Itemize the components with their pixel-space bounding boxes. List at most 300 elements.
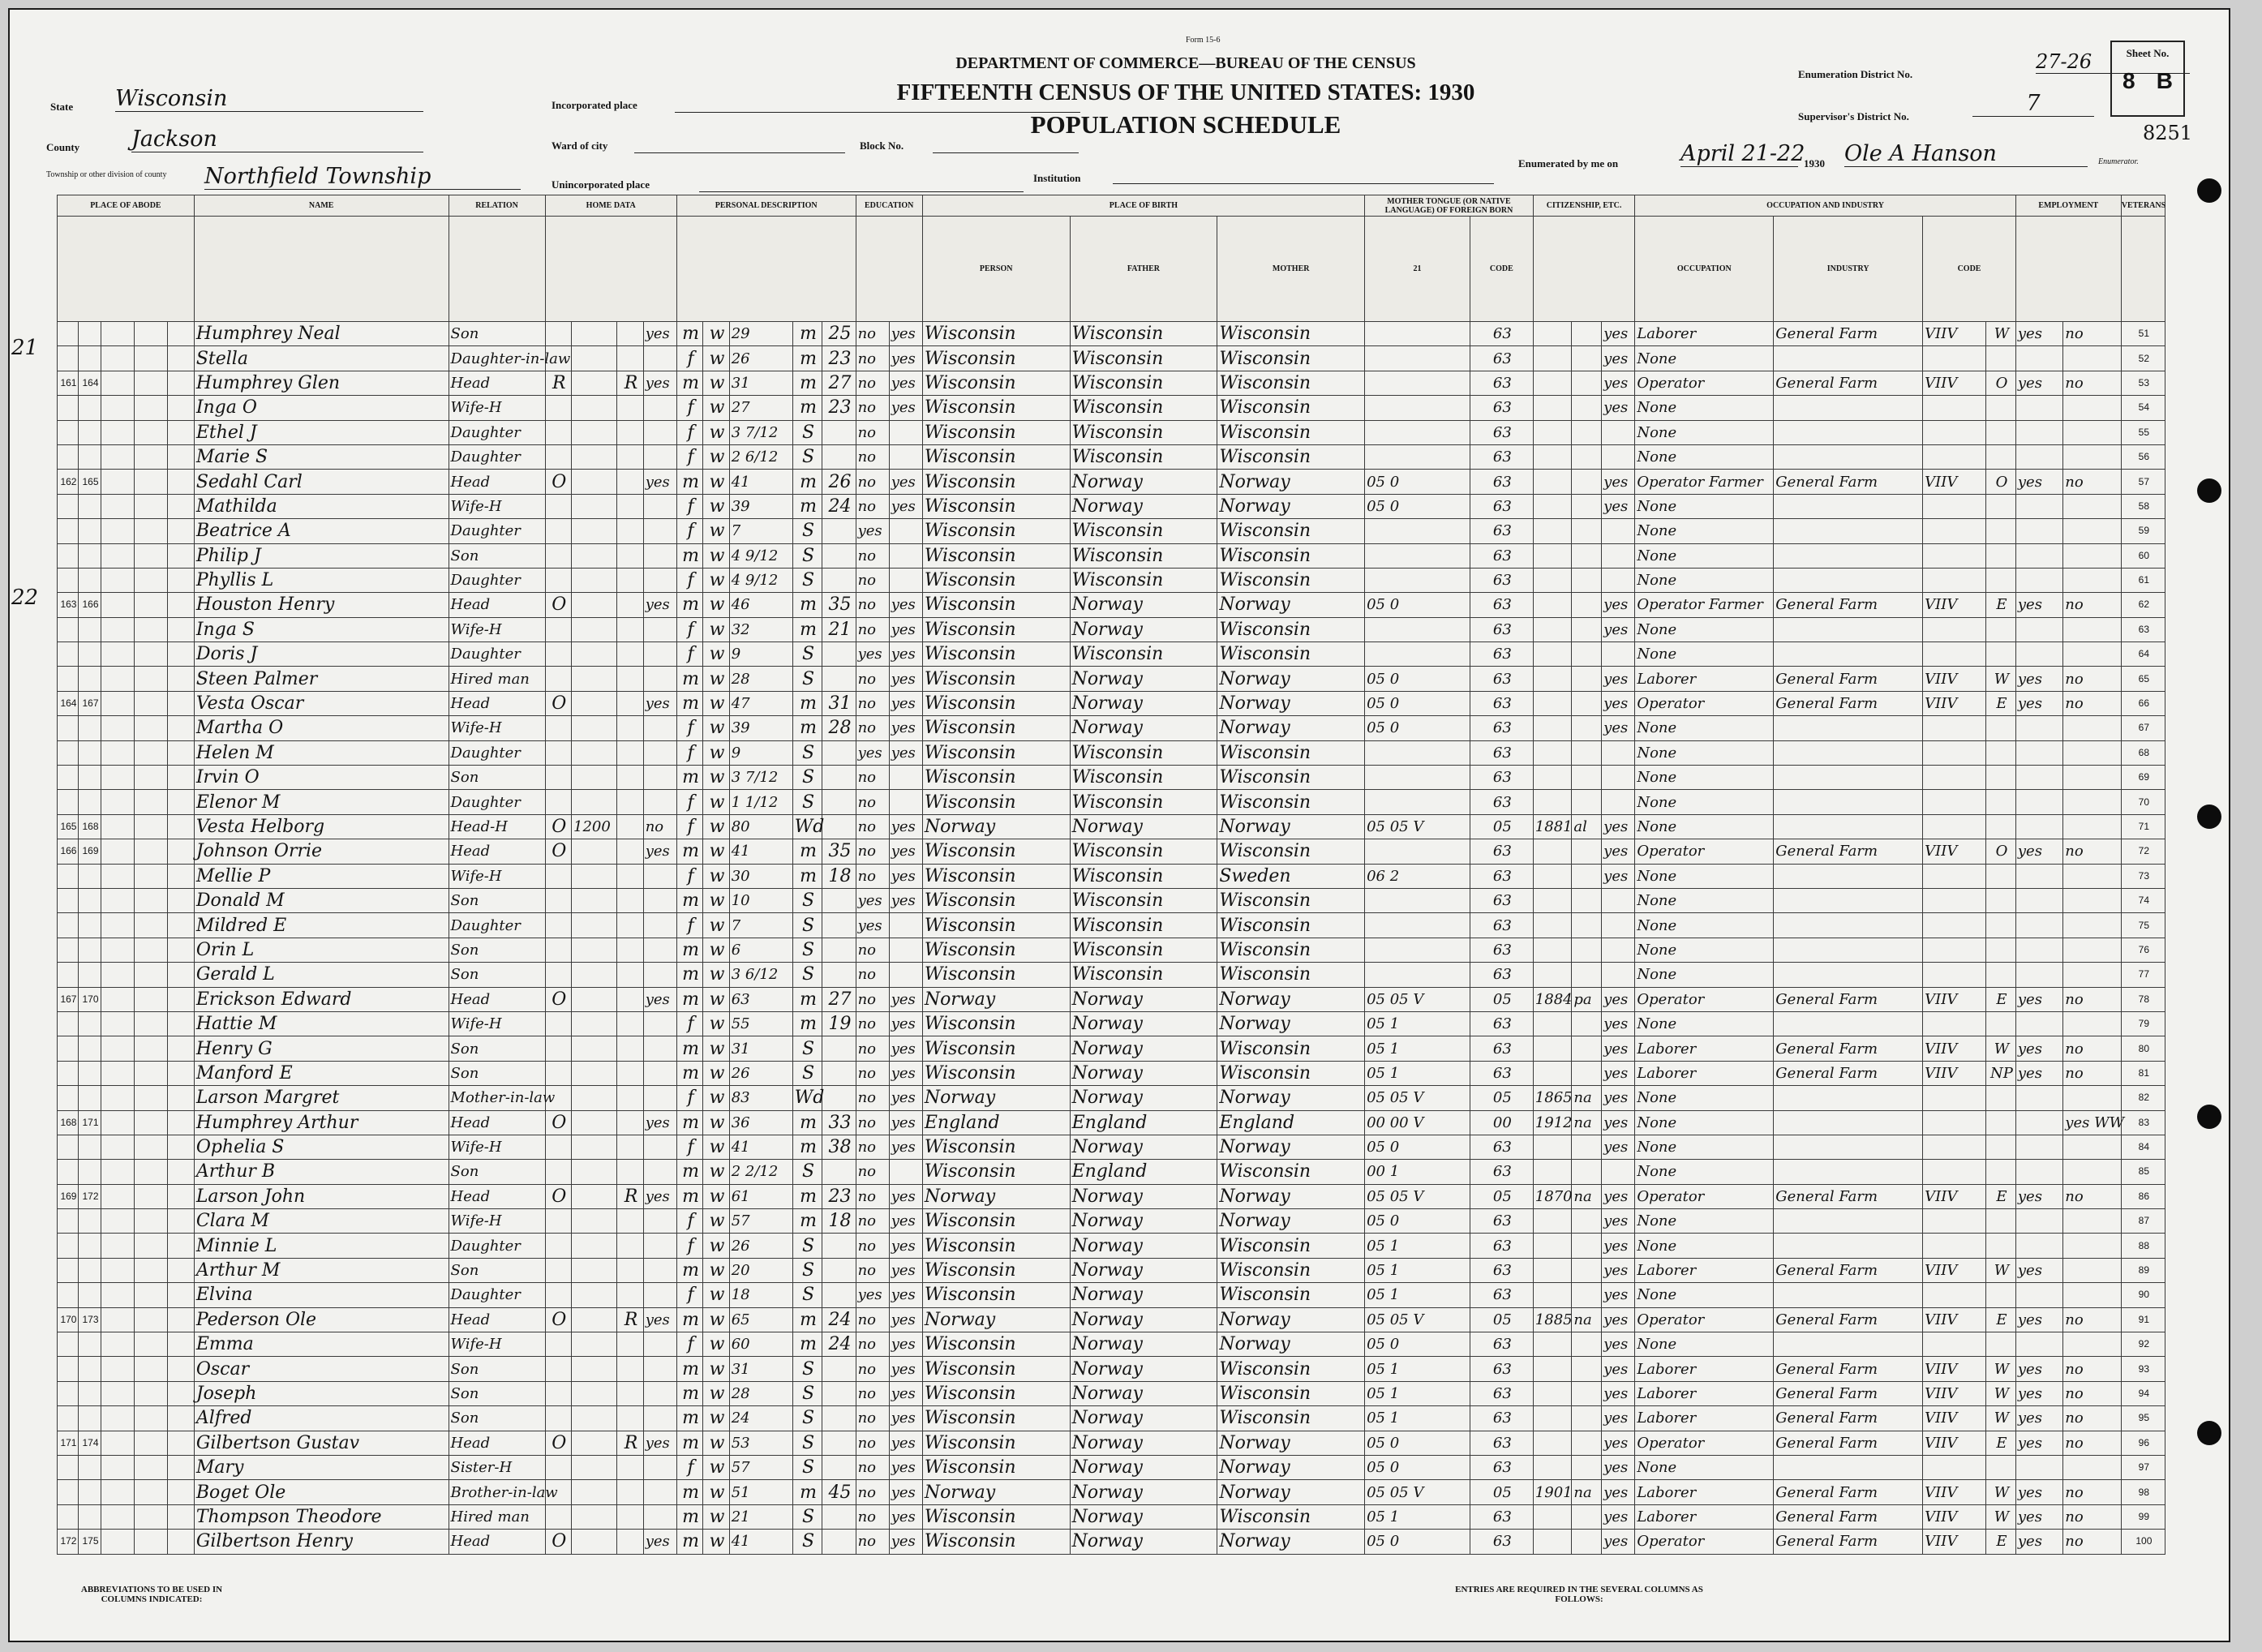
cell-fam <box>78 888 101 912</box>
cell-sch: no <box>856 938 889 962</box>
cell-farm <box>643 543 676 568</box>
group-employment: EMPLOYMENT <box>2015 195 2121 217</box>
cell-sch: yes <box>856 740 889 765</box>
cell-name: Pederson Ole <box>194 1307 449 1332</box>
cell-mar: 23 <box>822 1184 856 1208</box>
cell-age: 61 <box>729 1184 792 1208</box>
cell-fb: Wisconsin <box>1070 519 1217 543</box>
cell-radio <box>617 519 643 543</box>
cell-ms: S <box>792 1381 822 1405</box>
cell-pb: Wisconsin <box>922 568 1070 592</box>
block-label: Block No. <box>860 139 904 152</box>
cell-name: Doris J <box>194 642 449 667</box>
cell-rel: Wife-H <box>449 864 545 888</box>
cell-oc <box>1923 790 1986 814</box>
cell-rel: Head <box>449 839 545 864</box>
empty-cell <box>101 1480 135 1504</box>
cell-cw <box>1986 494 2016 518</box>
cell-radio <box>617 938 643 962</box>
cell-code: 63 <box>1470 1357 1533 1381</box>
cell-occ: None <box>1635 1110 1774 1135</box>
cell-vet <box>2063 617 2121 641</box>
cell-farm <box>643 1258 676 1282</box>
cell-tong <box>1365 444 1470 469</box>
cell-name: Gilbertson Gustav <box>194 1431 449 1455</box>
empty-cell <box>168 839 195 864</box>
census-title: FIFTEENTH CENSUS OF THE UNITED STATES: 1930 <box>896 79 1475 105</box>
cell-val <box>572 1283 617 1307</box>
incorporated-label: Incorporated place <box>552 99 637 111</box>
cell-eng <box>1602 790 1635 814</box>
cell-val <box>572 1258 617 1282</box>
cell-farm <box>643 642 676 667</box>
cell-farm <box>643 420 676 444</box>
cell-age: 1 1/12 <box>729 790 792 814</box>
cell-yr <box>1533 1431 1572 1455</box>
cell-own: O <box>545 1184 571 1208</box>
cell-oc: VIIV <box>1923 1184 1986 1208</box>
cell-ms: S <box>792 938 822 962</box>
cell-rd: yes <box>889 642 922 667</box>
cell-rel: Son <box>449 1061 545 1085</box>
cell-val <box>572 1061 617 1085</box>
cell-sex: f <box>676 1209 702 1234</box>
cell-val <box>572 322 617 346</box>
cell-val <box>572 1110 617 1135</box>
cell-radio <box>617 716 643 740</box>
cell-nat <box>1572 1357 1602 1381</box>
cell-yr <box>1533 642 1572 667</box>
cell-ind <box>1774 568 1923 592</box>
empty-cell <box>101 913 135 938</box>
cell-yr <box>1533 494 1572 518</box>
line-number: 57 <box>2121 470 2165 494</box>
empty-cell <box>101 1504 135 1529</box>
cell-mb: Wisconsin <box>1217 766 1365 790</box>
cell-nat: na <box>1572 1184 1602 1208</box>
cell-fb: Wisconsin <box>1070 766 1217 790</box>
cell-vet: no <box>2063 1431 2121 1455</box>
line-number: 90 <box>2121 1283 2165 1307</box>
cell-name: Donald M <box>194 888 449 912</box>
cell-age: 27 <box>729 396 792 420</box>
cell-fam <box>78 1160 101 1184</box>
cell-rd: yes <box>889 1406 922 1431</box>
col-mother: MOTHER <box>1217 217 1365 322</box>
cell-sch: no <box>856 543 889 568</box>
cell-ind <box>1774 1160 1923 1184</box>
cell-tong <box>1365 766 1470 790</box>
empty-cell <box>135 1530 168 1554</box>
cell-farm <box>643 1381 676 1405</box>
line-number: 77 <box>2121 963 2165 987</box>
cell-race: w <box>703 543 729 568</box>
cell-nat <box>1572 740 1602 765</box>
cell-fam <box>78 617 101 641</box>
cell-radio <box>617 766 643 790</box>
cell-code: 63 <box>1470 1209 1533 1234</box>
cell-sex: f <box>676 1086 702 1110</box>
cell-rd: yes <box>889 1530 922 1554</box>
cell-age: 41 <box>729 839 792 864</box>
cell-tong: 05 05 V <box>1365 814 1470 839</box>
table-row <box>58 888 2165 912</box>
cell-pb: Wisconsin <box>922 1061 1070 1085</box>
cell-fb: Wisconsin <box>1070 568 1217 592</box>
group-veterans: VETERANS <box>2121 195 2165 217</box>
cell-rel: Head <box>449 691 545 715</box>
cell-fam: 167 <box>78 691 101 715</box>
cell-cw <box>1986 740 2016 765</box>
cell-vet <box>2063 1160 2121 1184</box>
cell-oc: VIIV <box>1923 322 1986 346</box>
cell-occ: Laborer <box>1635 1357 1774 1381</box>
cell-occ: None <box>1635 716 1774 740</box>
line-number: 76 <box>2121 938 2165 962</box>
cell-cw <box>1986 790 2016 814</box>
cell-fb: Norway <box>1070 617 1217 641</box>
table-row <box>58 322 2165 346</box>
cell-occ: None <box>1635 494 1774 518</box>
cell-yr <box>1533 766 1572 790</box>
cell-sex: m <box>676 1504 702 1529</box>
cell-name: Irvin O <box>194 766 449 790</box>
cell-val <box>572 346 617 371</box>
cell-mar <box>822 568 856 592</box>
cell-tong: 05 0 <box>1365 470 1470 494</box>
cell-ind: General Farm <box>1774 1381 1923 1405</box>
table-row <box>58 470 2165 494</box>
cell-vet <box>2063 642 2121 667</box>
cell-radio <box>617 691 643 715</box>
cell-vet <box>2063 519 2121 543</box>
cell-name: Elenor M <box>194 790 449 814</box>
empty-cell <box>135 667 168 691</box>
cell-yr <box>1533 1332 1572 1357</box>
cell-mar: 35 <box>822 839 856 864</box>
cell-age: 3 7/12 <box>729 420 792 444</box>
empty-cell <box>101 864 135 888</box>
cell-tong <box>1365 617 1470 641</box>
col-relation-instructions <box>449 217 545 322</box>
cell-yr <box>1533 888 1572 912</box>
cell-occ: None <box>1635 346 1774 371</box>
cell-name: Humphrey Arthur <box>194 1110 449 1135</box>
cell-fb: Norway <box>1070 1061 1217 1085</box>
cell-vet <box>2063 790 2121 814</box>
cell-fam <box>78 519 101 543</box>
cell-race: w <box>703 346 729 371</box>
cell-occ: Laborer <box>1635 1061 1774 1085</box>
cell-code: 63 <box>1470 1283 1533 1307</box>
cell-farm <box>643 1234 676 1258</box>
empty-cell <box>135 1504 168 1529</box>
cell-race: w <box>703 1258 729 1282</box>
cell-ind: General Farm <box>1774 1530 1923 1554</box>
empty-cell <box>101 568 135 592</box>
cell-own <box>545 1455 571 1479</box>
cell-oc <box>1923 1086 1986 1110</box>
empty-cell <box>101 667 135 691</box>
empty-cell <box>135 396 168 420</box>
cell-sex: m <box>676 1258 702 1282</box>
cell-cw <box>1986 888 2016 912</box>
empty-cell <box>135 1455 168 1479</box>
cell-cw <box>1986 1209 2016 1234</box>
cell-ms: m <box>792 593 822 617</box>
cell-cw: NP <box>1986 1061 2016 1085</box>
col-citizenship <box>1533 217 1635 322</box>
cell-sex: m <box>676 1110 702 1135</box>
cell-occ: Laborer <box>1635 1258 1774 1282</box>
cell-eng: yes <box>1602 346 1635 371</box>
cell-val <box>572 667 617 691</box>
cell-code: 63 <box>1470 766 1533 790</box>
cell-radio <box>617 322 643 346</box>
cell-fam: 170 <box>78 987 101 1011</box>
cell-fb: Wisconsin <box>1070 642 1217 667</box>
cell-rel: Wife-H <box>449 1332 545 1357</box>
cell-val <box>572 371 617 395</box>
cell-age: 20 <box>729 1258 792 1282</box>
cell-code: 63 <box>1470 593 1533 617</box>
cell-fam <box>78 420 101 444</box>
table-row <box>58 1406 2165 1431</box>
cell-vet: no <box>2063 667 2121 691</box>
cell-pb: Wisconsin <box>922 346 1070 371</box>
line-number: 98 <box>2121 1480 2165 1504</box>
cell-age: 31 <box>729 371 792 395</box>
cell-sch: no <box>856 346 889 371</box>
cell-code: 05 <box>1470 987 1533 1011</box>
table-row <box>58 987 2165 1011</box>
cell-val <box>572 642 617 667</box>
cell-age: 57 <box>729 1209 792 1234</box>
cell-mb: Norway <box>1217 1431 1365 1455</box>
cell-emp: yes <box>2015 691 2062 715</box>
cell-dw: 163 <box>58 593 79 617</box>
line-number: 58 <box>2121 494 2165 518</box>
empty-cell <box>101 963 135 987</box>
empty-cell <box>168 322 195 346</box>
state-label: State <box>50 101 74 113</box>
cell-fb: Norway <box>1070 1283 1217 1307</box>
empty-cell <box>168 691 195 715</box>
cell-code: 63 <box>1470 1381 1533 1405</box>
cell-occ: None <box>1635 1011 1774 1036</box>
cell-sch: no <box>856 1530 889 1554</box>
empty-cell <box>168 1011 195 1036</box>
cell-farm <box>643 1036 676 1061</box>
cell-cw <box>1986 444 2016 469</box>
cell-val <box>572 913 617 938</box>
cell-tong <box>1365 888 1470 912</box>
cell-name: Mildred E <box>194 913 449 938</box>
cell-fam <box>78 1011 101 1036</box>
cell-farm <box>643 519 676 543</box>
cell-cw: W <box>1986 1381 2016 1405</box>
table-row <box>58 766 2165 790</box>
cell-fb: Wisconsin <box>1070 740 1217 765</box>
cell-nat <box>1572 839 1602 864</box>
cell-emp <box>2015 1234 2062 1258</box>
cell-ind: General Farm <box>1774 1061 1923 1085</box>
cell-fam <box>78 913 101 938</box>
cell-age: 9 <box>729 740 792 765</box>
cell-fb: Norway <box>1070 470 1217 494</box>
cell-ind <box>1774 888 1923 912</box>
cell-eng: yes <box>1602 1086 1635 1110</box>
empty-cell <box>168 1357 195 1381</box>
cell-ms: S <box>792 1160 822 1184</box>
cell-nat <box>1572 519 1602 543</box>
cell-age: 29 <box>729 322 792 346</box>
table-row <box>58 420 2165 444</box>
cell-dw: 169 <box>58 1184 79 1208</box>
cell-ind <box>1774 1011 1923 1036</box>
cell-name: Hattie M <box>194 1011 449 1036</box>
cell-mar: 27 <box>822 987 856 1011</box>
cell-rd <box>889 766 922 790</box>
cell-farm <box>643 790 676 814</box>
cell-own <box>545 322 571 346</box>
cell-mar: 24 <box>822 1332 856 1357</box>
cell-code: 63 <box>1470 1431 1533 1455</box>
cell-pb: Wisconsin <box>922 1283 1070 1307</box>
cell-farm <box>643 1011 676 1036</box>
cell-fam <box>78 1504 101 1529</box>
line-number: 74 <box>2121 888 2165 912</box>
empty-cell <box>101 444 135 469</box>
cell-eng: yes <box>1602 1258 1635 1282</box>
cell-fam <box>78 716 101 740</box>
cell-sch: no <box>856 814 889 839</box>
cell-dw <box>58 740 79 765</box>
cell-pb: Wisconsin <box>922 1036 1070 1061</box>
cell-sex: f <box>676 1135 702 1159</box>
cell-tong: 05 0 <box>1365 1209 1470 1234</box>
cell-nat <box>1572 913 1602 938</box>
cell-emp <box>2015 814 2062 839</box>
cell-emp <box>2015 1160 2062 1184</box>
cell-own: O <box>545 1110 571 1135</box>
cell-fb: Wisconsin <box>1070 396 1217 420</box>
cell-rd <box>889 543 922 568</box>
binder-hole <box>2197 1105 2221 1129</box>
cell-ms: m <box>792 864 822 888</box>
empty-cell <box>101 766 135 790</box>
cell-rel: Daughter <box>449 642 545 667</box>
cell-ind: General Farm <box>1774 1307 1923 1332</box>
cell-sch: no <box>856 1480 889 1504</box>
empty-cell <box>135 568 168 592</box>
enumerator-name: Ole A Hanson <box>1844 141 2088 167</box>
cell-sex: m <box>676 766 702 790</box>
cell-pb: Wisconsin <box>922 1258 1070 1282</box>
cell-mb: Norway <box>1217 593 1365 617</box>
cell-eng: yes <box>1602 1234 1635 1258</box>
cell-sex: m <box>676 839 702 864</box>
cell-mar: 23 <box>822 396 856 420</box>
cell-fb: Wisconsin <box>1070 888 1217 912</box>
cell-sch: no <box>856 987 889 1011</box>
table-row <box>58 519 2165 543</box>
cell-eng: yes <box>1602 1530 1635 1554</box>
cell-yr: 1881 <box>1533 814 1572 839</box>
cell-eng: yes <box>1602 864 1635 888</box>
line-number: 96 <box>2121 1431 2165 1455</box>
table-row <box>58 1504 2165 1529</box>
cell-sex: f <box>676 1455 702 1479</box>
cell-name: Boget Ole <box>194 1480 449 1504</box>
cell-eng: yes <box>1602 987 1635 1011</box>
cell-race: w <box>703 519 729 543</box>
cell-eng <box>1602 519 1635 543</box>
cell-race: w <box>703 470 729 494</box>
cell-yr <box>1533 691 1572 715</box>
cell-age: 63 <box>729 987 792 1011</box>
empty-cell <box>168 1061 195 1085</box>
cell-cw: E <box>1986 593 2016 617</box>
cell-tong <box>1365 790 1470 814</box>
cell-nat: pa <box>1572 987 1602 1011</box>
cell-own <box>545 1209 571 1234</box>
cell-race: w <box>703 740 729 765</box>
cell-sex: f <box>676 716 702 740</box>
cell-tong: 00 00 V <box>1365 1110 1470 1135</box>
empty-cell <box>101 420 135 444</box>
cell-mar: 21 <box>822 617 856 641</box>
cell-name: Marie S <box>194 444 449 469</box>
cell-mb: Wisconsin <box>1217 913 1365 938</box>
cell-val <box>572 1357 617 1381</box>
cell-rel: Son <box>449 1406 545 1431</box>
cell-emp <box>2015 1332 2062 1357</box>
cell-emp: yes <box>2015 1406 2062 1431</box>
cell-tong: 05 05 V <box>1365 987 1470 1011</box>
cell-eng: yes <box>1602 667 1635 691</box>
cell-occ: Laborer <box>1635 1480 1774 1504</box>
cell-farm: yes <box>643 839 676 864</box>
cell-fam <box>78 1332 101 1357</box>
cell-sch: no <box>856 1307 889 1332</box>
cell-rel: Daughter-in-law <box>449 346 545 371</box>
cell-own <box>545 1258 571 1282</box>
cell-pb: Wisconsin <box>922 1455 1070 1479</box>
cell-race: w <box>703 1283 729 1307</box>
cell-fb: Norway <box>1070 1307 1217 1332</box>
line-number: 95 <box>2121 1406 2165 1431</box>
cell-mar <box>822 642 856 667</box>
cell-ind <box>1774 716 1923 740</box>
cell-sex: f <box>676 519 702 543</box>
cell-occ: Operator <box>1635 1307 1774 1332</box>
cell-name: Ophelia S <box>194 1135 449 1159</box>
cell-val <box>572 543 617 568</box>
cell-fb: Norway <box>1070 1234 1217 1258</box>
cell-tong <box>1365 642 1470 667</box>
cell-ms: m <box>792 1135 822 1159</box>
cell-farm <box>643 963 676 987</box>
cell-eng: yes <box>1602 814 1635 839</box>
cell-own: O <box>545 1530 571 1554</box>
cell-rd: yes <box>889 1357 922 1381</box>
cell-emp: yes <box>2015 1061 2062 1085</box>
cell-age: 39 <box>729 716 792 740</box>
cell-tong: 05 1 <box>1365 1011 1470 1036</box>
cell-val <box>572 1504 617 1529</box>
empty-cell <box>168 1209 195 1234</box>
